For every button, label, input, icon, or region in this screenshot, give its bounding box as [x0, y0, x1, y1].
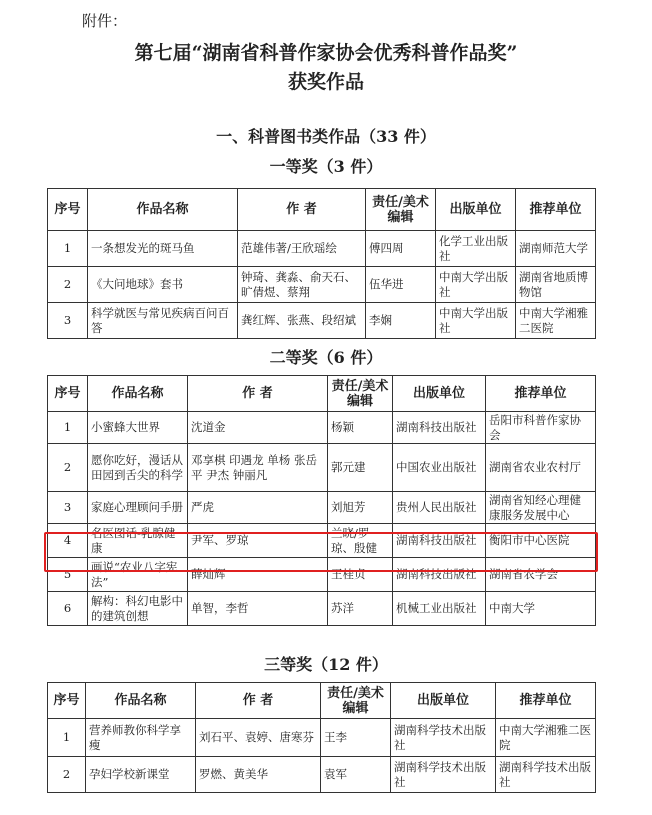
- table-row: [48, 492, 596, 524]
- table-cell: 李娴: [366, 303, 436, 339]
- table-cell: 中南大学湘雅二医院: [516, 303, 596, 339]
- table-cell: 湖南科学技术出版社: [391, 757, 496, 793]
- table-cell: 袁军: [321, 757, 391, 793]
- table-cell: 2: [48, 757, 86, 793]
- table-cell: 单智，李哲: [188, 592, 328, 626]
- second-prize-table: [47, 375, 596, 626]
- table-cell: 伍华进: [366, 267, 436, 303]
- table-cell: 2: [48, 444, 88, 492]
- header-cell: 推荐单位: [496, 683, 596, 719]
- table-cell: 3: [48, 303, 88, 339]
- table-cell: 一条想发光的斑马鱼: [88, 231, 238, 267]
- table-cell: 湖南科学技术出版社: [391, 719, 496, 757]
- header-cell: 推荐单位: [486, 376, 596, 412]
- table-row: [48, 231, 596, 267]
- table-cell: 王李: [321, 719, 391, 757]
- table-cell: 衡阳市中心医院: [486, 524, 596, 558]
- table-cell: 王桂贞: [328, 558, 393, 592]
- table-cell: 画说“农业八字宪法”: [88, 558, 188, 592]
- table-cell: 科学就医与常见疾病百问百答: [88, 303, 238, 339]
- table-cell: 营养师教你科学享瘦: [86, 719, 196, 757]
- table-cell: 湖南科学技术出版社: [496, 757, 596, 793]
- table-cell: 中南大学出版社: [436, 303, 516, 339]
- header-cell: 责任/美术编辑: [321, 683, 391, 719]
- table-cell: 机械工业出版社: [393, 592, 486, 626]
- table-cell: 小蜜蜂大世界: [88, 412, 188, 444]
- table-cell: 《大问地球》套书: [88, 267, 238, 303]
- third-prize-table: [47, 682, 596, 793]
- table-row: [48, 412, 596, 444]
- table-cell: 龚红辉、张燕、段绍斌: [238, 303, 366, 339]
- table-cell: 罗燃、黄美华: [196, 757, 321, 793]
- table-cell: 傅四周: [366, 231, 436, 267]
- table-cell: 中南大学出版社: [436, 267, 516, 303]
- header-cell: 推荐单位: [516, 189, 596, 231]
- table-cell: 孕妇学校新课堂: [86, 757, 196, 793]
- table-cell: 3: [48, 492, 88, 524]
- table-cell: 愿你吃好，漫话从田园到舌尖的科学: [88, 444, 188, 492]
- second-prize-title: 二等奖（6 件）: [269, 348, 383, 367]
- table-cell: 湖南科技出版社: [393, 558, 486, 592]
- table-cell: 沈道金: [188, 412, 328, 444]
- table-cell: 中国农业出版社: [393, 444, 486, 492]
- table-cell: 湖南师范大学: [516, 231, 596, 267]
- table-cell: 湖南科技出版社: [393, 412, 486, 444]
- table-row: [48, 757, 596, 793]
- table-cell: 钟琦、龚淼、俞天石、旷倩煜、蔡翔: [238, 267, 366, 303]
- table-cell: 6: [48, 592, 88, 626]
- table-cell: 解构：科幻电影中的建筑创想: [88, 592, 188, 626]
- header-cell: 出版单位: [393, 376, 486, 412]
- table-cell: 2: [48, 267, 88, 303]
- document-title: 第七届“湖南省科普作家协会优秀科普作品奖”: [134, 42, 518, 64]
- header-cell: 责任/美术编辑: [366, 189, 436, 231]
- table-cell: 贵州人民出版社: [393, 492, 486, 524]
- table-cell: 邓享棋 印遇龙 单杨 张岳平 尹杰 钟丽凡: [188, 444, 328, 492]
- header-cell: 序号: [48, 683, 86, 719]
- header-cell: 作 者: [238, 189, 366, 231]
- table-cell: 1: [48, 719, 86, 757]
- table-row: [48, 719, 596, 757]
- table-cell: 湖南科技出版社: [393, 524, 486, 558]
- table-cell: 范雄伟著/王欣瑶绘: [238, 231, 366, 267]
- table-header-row: [48, 683, 596, 719]
- header-cell: 责任/美术编辑: [328, 376, 393, 412]
- table-cell: 中南大学湘雅二医院: [496, 719, 596, 757]
- attachment-label: 附件：: [82, 12, 128, 30]
- table-cell: 1: [48, 412, 88, 444]
- header-cell: 作品名称: [88, 189, 238, 231]
- table-cell: 岳阳市科普作家协会: [486, 412, 596, 444]
- table-cell: 中南大学: [486, 592, 596, 626]
- table-cell: 郭元建: [328, 444, 393, 492]
- table-cell: 1: [48, 231, 88, 267]
- table-header-row: [48, 376, 596, 412]
- table-cell: 严虎: [188, 492, 328, 524]
- highlight-box: [44, 532, 598, 572]
- header-cell: 作品名称: [88, 376, 188, 412]
- table-cell: 湖南省地质博物馆: [516, 267, 596, 303]
- table-cell: 尹军、罗琼: [188, 524, 328, 558]
- table-cell: 杨颖: [328, 412, 393, 444]
- table-cell: 4: [48, 524, 88, 558]
- table-header-row: [48, 189, 596, 231]
- table-cell: 兰晓/罗琼、殷健: [328, 524, 393, 558]
- third-prize-title: 三等奖（12 件）: [264, 655, 388, 674]
- table-cell: 5: [48, 558, 88, 592]
- table-cell: 刘旭芳: [328, 492, 393, 524]
- table-cell: 家庭心理顾问手册: [88, 492, 188, 524]
- document-subtitle: 获奖作品: [287, 71, 364, 93]
- table-cell: 薛灿辉: [188, 558, 328, 592]
- table-cell: 湖南省农学会: [486, 558, 596, 592]
- table-cell: 名医图话-乳腺健康: [88, 524, 188, 558]
- section-title: 一、科普图书类作品（33 件）: [216, 127, 436, 146]
- first-prize-table: [47, 188, 596, 339]
- header-cell: 作 者: [196, 683, 321, 719]
- header-cell: 作品名称: [86, 683, 196, 719]
- table-cell: 刘石平、袁婷、唐寒芬: [196, 719, 321, 757]
- table-cell: 湖南省农业农村厅: [486, 444, 596, 492]
- header-cell: 出版单位: [391, 683, 496, 719]
- first-prize-title: 一等奖（3 件）: [269, 157, 383, 176]
- table-row: [48, 267, 596, 303]
- table-row: [48, 444, 596, 492]
- header-cell: 序号: [48, 376, 88, 412]
- table-row: [48, 592, 596, 626]
- table-cell: 化学工业出版社: [436, 231, 516, 267]
- table-cell: 苏洋: [328, 592, 393, 626]
- header-cell: 序号: [48, 189, 88, 231]
- header-cell: 作 者: [188, 376, 328, 412]
- table-cell: 湖南省知经心理健康服务发展中心: [486, 492, 596, 524]
- header-cell: 出版单位: [436, 189, 516, 231]
- table-row: [48, 303, 596, 339]
